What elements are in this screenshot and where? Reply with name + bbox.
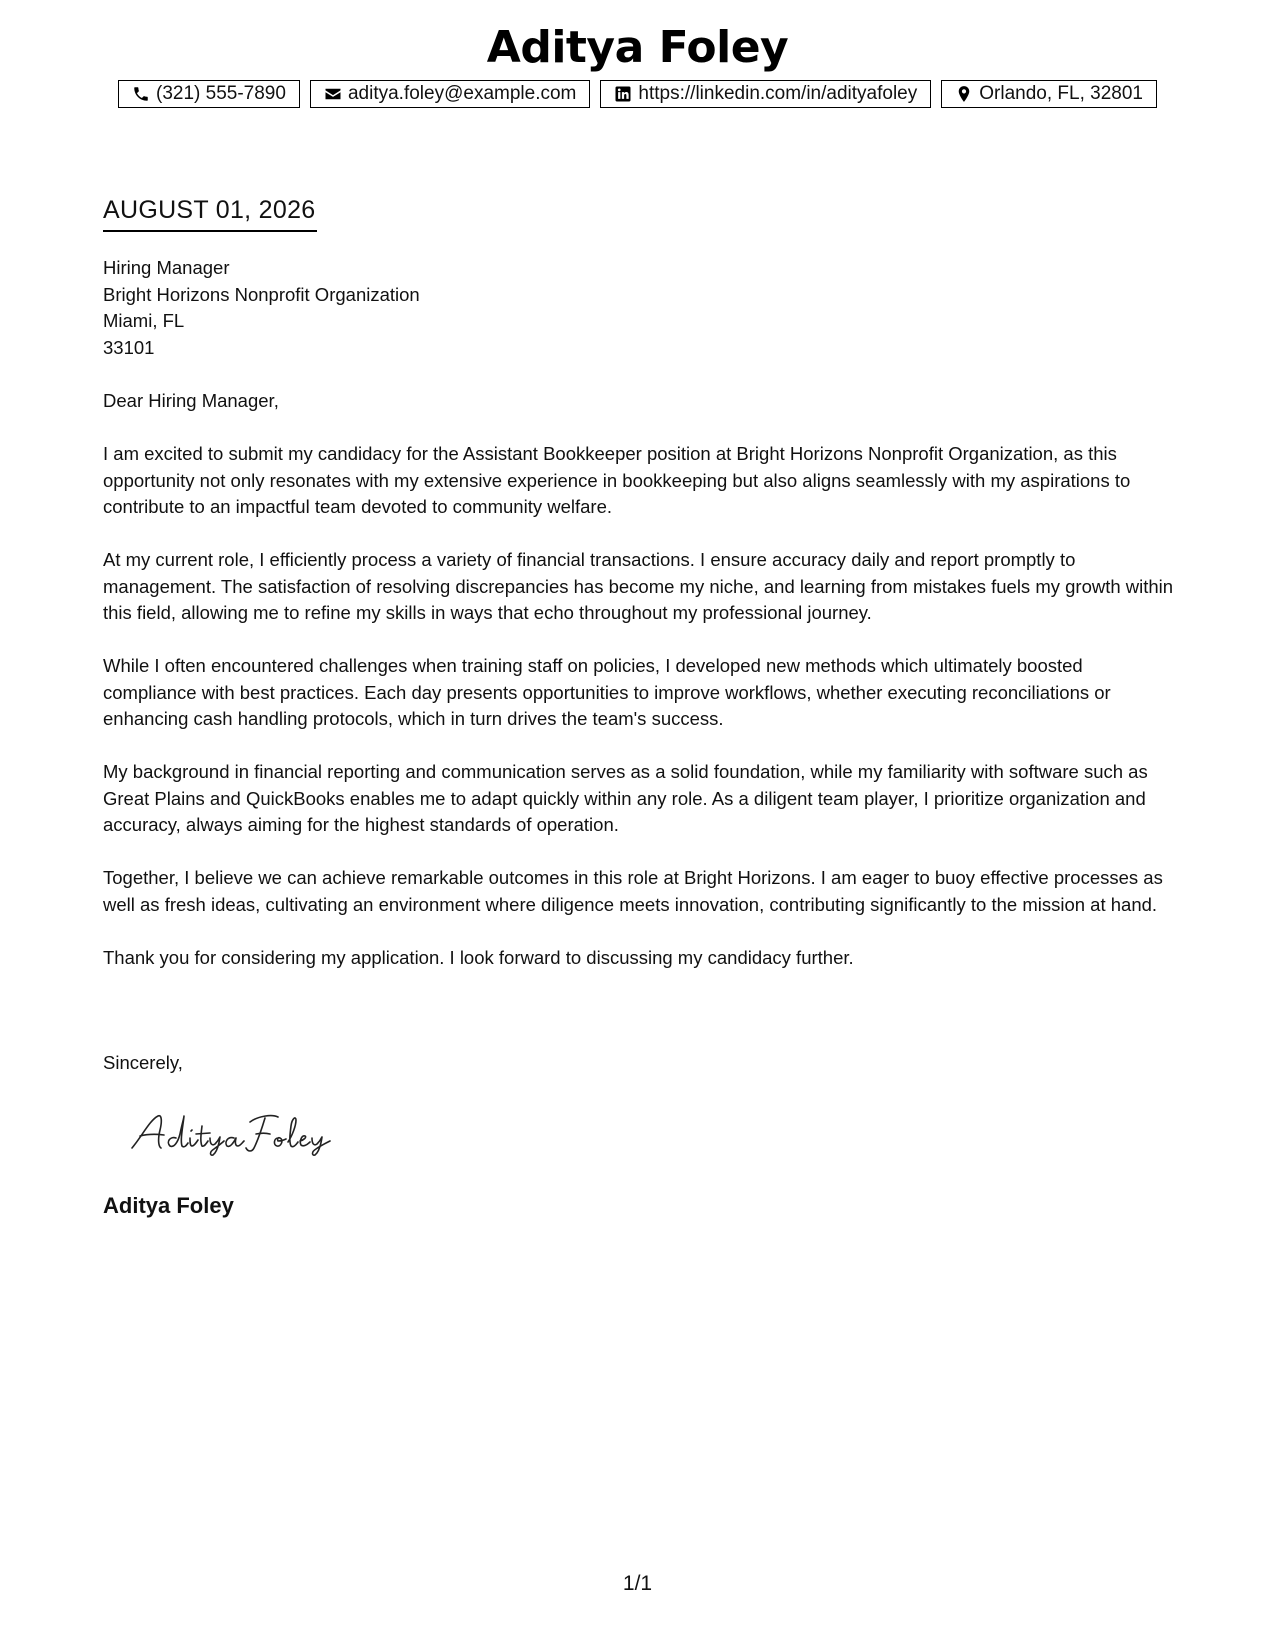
contact-email [310,80,590,108]
recipient-title: Hiring Manager [103,257,230,278]
body-paragraph: While I often encountered challenges when training staff on policies, I developed new methods which ultimately boosted compliance with best practices. Each day presents opportunities to improve workflows, whether executing reconciliations or enhancing cash handling protocols, which in turn drives the team's success. [103,655,1111,729]
applicant-name-heading: Aditya Foley [486,22,789,73]
phone-number: (321) 555-7890 [156,83,286,104]
closing-line: Sincerely, [103,1052,183,1073]
contact-location [941,80,1157,108]
envelope-icon [324,85,342,103]
salutation: Dear Hiring Manager, [103,390,279,411]
page-number: 1/1 [622,1572,653,1595]
contact-linkedin [600,80,931,108]
contact-bar [118,80,1157,108]
body-paragraph: At my current role, I efficiently process a variety of financial transactions. I ensure accuracy daily and report promptly to management. The satisfaction of resolving discrepancies has become my niche, and learning from mistakes fuels my growth within this field, allowing me to refine my skills in ways that echo throughout my professional journey. [103,549,1174,623]
recipient-zip: 33101 [103,336,155,358]
handwritten-signature [128,1108,338,1158]
linkedin-url[interactable]: https://linkedin.com/in/adityafoley [638,83,918,104]
location-text: Orlando, FL, 32801 [979,83,1143,104]
recipient-city-state: Miami, FL [103,310,185,331]
signed-name: Aditya Foley [103,1193,234,1218]
body-paragraph: My background in financial reporting and communication serves as a solid foundation, while my familiarity with software such as Great Plains and QuickBooks enables me to adapt quickly within any role. As a diligent team player, I prioritize organization and accuracy, always aiming for the highest standards of operation. [103,761,1148,835]
letter-date: AUGUST 01, 2026 [103,194,317,232]
body-paragraph: I am excited to submit my candidacy for the Assistant Bookkeeper position at Bright Horizons Nonprofit Organization, as this opportunity not only resonates with my extensive experience in bookkeeping but also aligns seamlessly with my aspirations to contribute to an impactful team devoted to community welfare. [103,443,1131,517]
contact-phone [118,80,300,108]
recipient-organization: Bright Horizons Nonprofit Organization [103,283,420,305]
map-pin-icon [955,85,973,103]
body-paragraph: Together, I believe we can achieve remarkable outcomes in this role at Bright Horizons. I am eager to buoy effective processes as well as fresh ideas, cultivating an environment where diligence meets innovation, contributing significantly to the mission at hand. [103,867,1163,915]
linkedin-icon [614,85,632,103]
phone-icon [132,85,150,103]
body-paragraph: Thank you for considering my application. I look forward to discussing my candidacy further. [103,946,854,968]
recipient-block [103,255,420,361]
email-address[interactable]: aditya.foley@example.com [347,83,577,104]
letter-body [103,388,1175,998]
